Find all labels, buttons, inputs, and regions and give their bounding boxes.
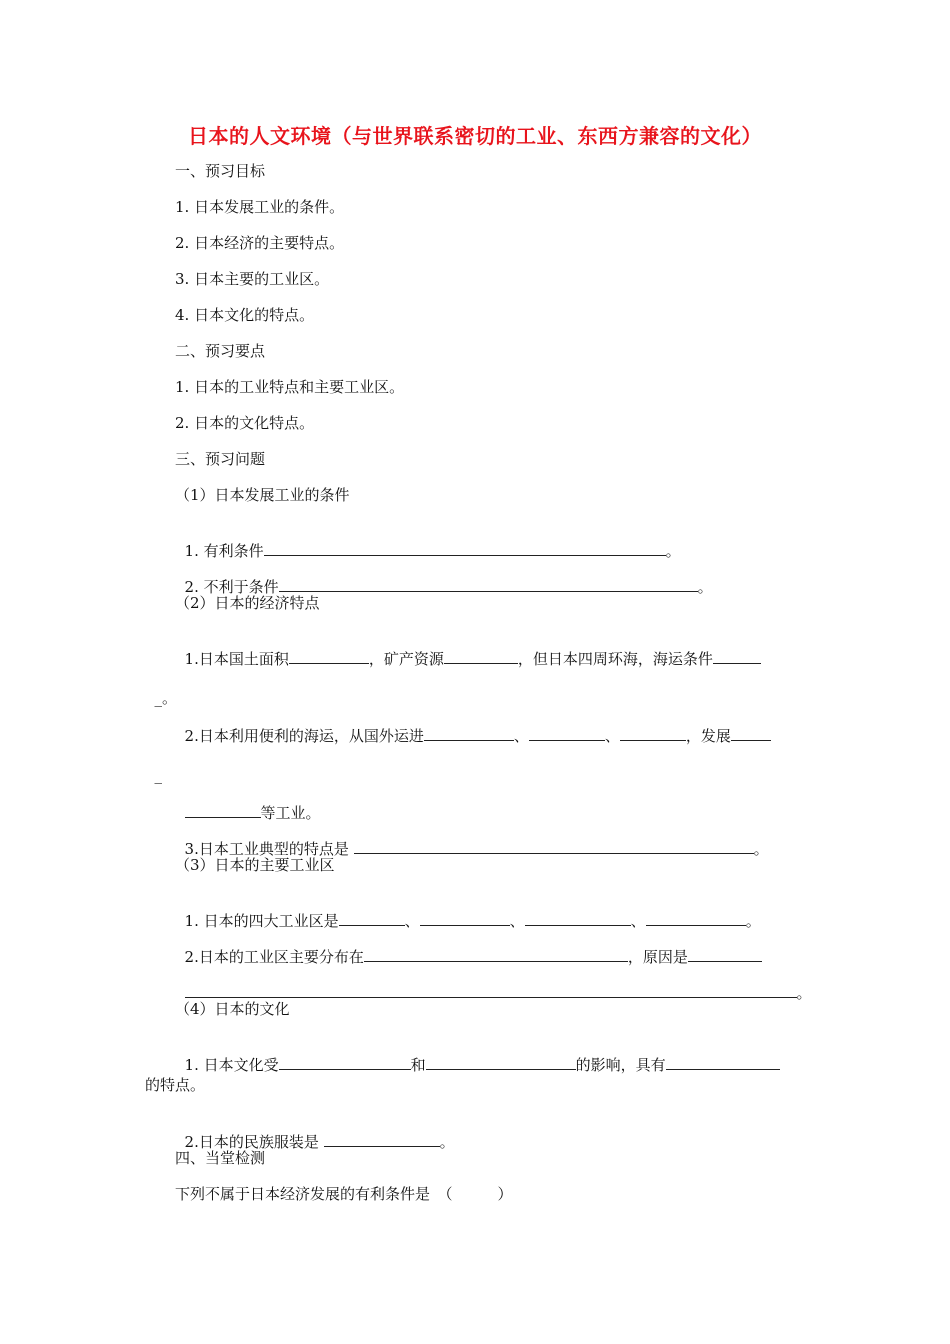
answer-blank[interactable] bbox=[731, 726, 771, 741]
period: 。 bbox=[753, 840, 769, 858]
section-heading-2: 二、预习要点 bbox=[175, 342, 266, 360]
question-line-continued bbox=[175, 963, 812, 1003]
answer-blank[interactable] bbox=[339, 911, 405, 926]
period: 。 bbox=[697, 578, 713, 596]
question-line bbox=[175, 557, 713, 597]
question-line-continued bbox=[145, 668, 177, 708]
question-text: 2.日本的工业区主要分布在 bbox=[184, 948, 364, 966]
question-text: 等工业。 bbox=[260, 804, 321, 822]
answer-blank[interactable] bbox=[444, 649, 518, 664]
answer-blank[interactable] bbox=[620, 726, 686, 741]
separator: 、 bbox=[404, 912, 420, 930]
question-line-continued bbox=[145, 745, 162, 785]
question-text: 和 bbox=[410, 1056, 426, 1074]
answer-blank[interactable] bbox=[364, 947, 628, 962]
answer-blank[interactable] bbox=[185, 803, 261, 818]
list-item: 3. 日本主要的工业区。 bbox=[175, 270, 330, 288]
question-text: 1. 日本的四大工业区是 bbox=[184, 912, 339, 930]
question-line-continued bbox=[175, 783, 321, 823]
question-line bbox=[175, 521, 681, 561]
answer-blank[interactable] bbox=[279, 1055, 411, 1070]
period: 。 bbox=[665, 542, 681, 560]
answer-blank[interactable] bbox=[279, 577, 698, 592]
period: 。 bbox=[796, 984, 812, 1002]
question-text: 1. 有利条件 bbox=[184, 542, 264, 560]
question-line-continued: 的特点。 bbox=[145, 1076, 206, 1094]
answer-blank[interactable] bbox=[185, 983, 797, 998]
list-item: 1. 日本发展工业的条件。 bbox=[175, 198, 345, 216]
question-text: ，矿产资源 bbox=[368, 650, 444, 668]
answer-blank[interactable] bbox=[324, 1132, 440, 1147]
question-line bbox=[175, 1112, 455, 1152]
separator: 、 bbox=[630, 912, 646, 930]
list-item: 2. 日本的文化特点。 bbox=[175, 414, 315, 432]
question-text: ，但日本四周环海，海运条件 bbox=[517, 650, 713, 668]
question-line bbox=[175, 706, 771, 746]
answer-blank[interactable] bbox=[264, 541, 666, 556]
dash: _ bbox=[154, 766, 163, 784]
subsection-heading-4: （4）日本的文化 bbox=[175, 1000, 290, 1018]
question-line bbox=[175, 927, 762, 967]
answer-blank[interactable] bbox=[525, 911, 631, 926]
list-item: 4. 日本文化的特点。 bbox=[175, 306, 315, 324]
period: 。 bbox=[162, 689, 178, 707]
question-text: 2. 不利于条件 bbox=[184, 578, 279, 596]
section-heading-3: 三、预习问题 bbox=[175, 450, 266, 468]
subsection-heading-3: （3）日本的主要工业区 bbox=[175, 856, 335, 874]
question-text: 1. 日本文化受 bbox=[184, 1056, 279, 1074]
separator: 、 bbox=[513, 727, 529, 745]
answer-blank[interactable] bbox=[688, 947, 762, 962]
question-text: 2.日本利用便利的海运，从国外运进 bbox=[184, 727, 424, 745]
answer-blank[interactable] bbox=[354, 839, 754, 854]
period: 。 bbox=[745, 912, 761, 930]
test-question: 下列不属于日本经济发展的有利条件是 （ ） bbox=[175, 1185, 513, 1203]
question-text: 的影响，具有 bbox=[575, 1056, 666, 1074]
question-text: 3.日本工业典型的特点是 bbox=[184, 840, 354, 858]
question-text: 1.日本国土面积 bbox=[184, 650, 289, 668]
separator: 、 bbox=[604, 727, 620, 745]
document-title: 日本的人文环境（与世界联系密切的工业、东西方兼容的文化） bbox=[188, 124, 762, 148]
question-text: 2.日本的民族服装是 bbox=[184, 1133, 324, 1151]
answer-blank[interactable] bbox=[426, 1055, 576, 1070]
dash: _ bbox=[154, 689, 163, 707]
separator: 、 bbox=[509, 912, 525, 930]
list-item: 1. 日本的工业特点和主要工业区。 bbox=[175, 378, 405, 396]
answer-blank[interactable] bbox=[646, 911, 746, 926]
answer-blank[interactable] bbox=[424, 726, 514, 741]
question-line bbox=[175, 1035, 780, 1075]
period: 。 bbox=[439, 1133, 455, 1151]
question-line bbox=[175, 819, 769, 859]
answer-blank[interactable] bbox=[420, 911, 510, 926]
list-item: 2. 日本经济的主要特点。 bbox=[175, 234, 345, 252]
subsection-heading-2: （2）日本的经济特点 bbox=[175, 594, 320, 612]
question-text: ，原因是 bbox=[627, 948, 688, 966]
section-heading-4: 四、当堂检测 bbox=[175, 1149, 266, 1167]
subsection-heading-1: （1）日本发展工业的条件 bbox=[175, 486, 350, 504]
question-line bbox=[175, 891, 761, 931]
section-heading-1: 一、预习目标 bbox=[175, 162, 266, 180]
question-text: ，发展 bbox=[685, 727, 731, 745]
answer-blank[interactable] bbox=[529, 726, 605, 741]
answer-blank[interactable] bbox=[666, 1055, 780, 1070]
answer-blank[interactable] bbox=[289, 649, 369, 664]
question-line bbox=[175, 629, 761, 669]
answer-blank[interactable] bbox=[713, 649, 761, 664]
